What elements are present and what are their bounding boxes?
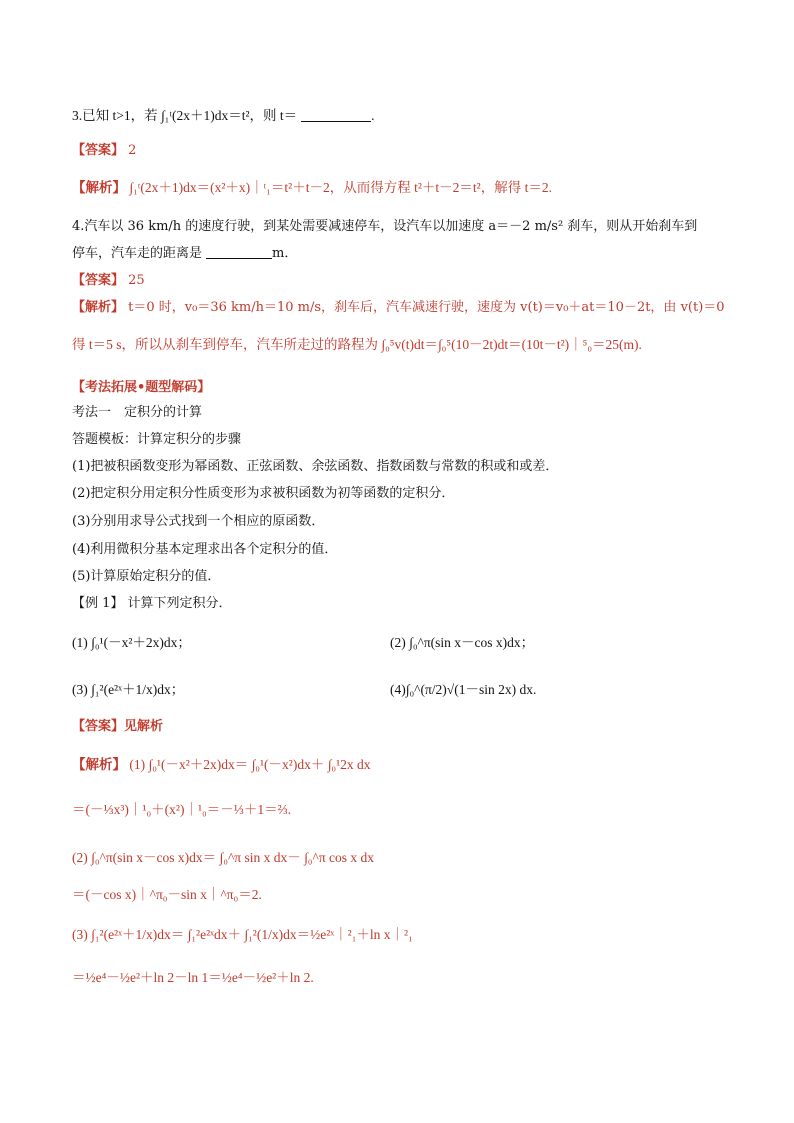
solution-3b: ＝½e⁴－½e²＋ln 2－ln 1＝½e⁴－½e²＋ln 2. bbox=[72, 970, 314, 985]
example-part-1: (1) ∫₀¹(－x²＋2x)dx； bbox=[72, 635, 191, 650]
q4-answer-blank[interactable] bbox=[206, 244, 272, 259]
q3-analysis: 【解析】 ∫₁ᵗ(2x＋1)dx＝(x²＋x)｜ᵗ₁＝t²＋t－2，从而得方程 t²＋t－2＝t²，解得 t＝2. bbox=[72, 180, 552, 195]
step-2: (2)把定积分用定积分性质变形为求被积函数为初等函数的定积分． bbox=[72, 486, 455, 501]
example-title: 【例 1】 计算下列定积分． bbox=[72, 596, 232, 611]
solution-1a: 【解析】 (1) ∫₀¹(－x²＋2x)dx＝ ∫₀¹(－x²)dx＋ ∫₀¹2x dx bbox=[72, 757, 371, 772]
q4-analysis-line1: 【解析】 t＝0 时，v₀＝36 km/h＝10 m/s，刹车后，汽车减速行驶，速度为 v(t)＝v₀＋at＝10－2t，由 v(t)＝0 bbox=[72, 300, 725, 315]
section-title: 【考法拓展•题型解码】 bbox=[72, 380, 211, 395]
example-part-2: (2) ∫₀^π(sin x－cos x)dx； bbox=[390, 635, 535, 650]
method-title: 考法一 定积分的计算 bbox=[72, 405, 203, 420]
q3-answer-blank[interactable] bbox=[301, 107, 371, 122]
step-5: (5)计算原始定积分的值． bbox=[72, 569, 221, 584]
q3-answer: 【答案】 2 bbox=[72, 143, 137, 158]
q4-answer: 【答案】 25 bbox=[72, 273, 145, 288]
example-part-3: (3) ∫₁²(e²ˣ＋1/x)dx； bbox=[72, 682, 185, 697]
step-3: (3)分别用求导公式找到一个相应的原函数． bbox=[72, 514, 325, 529]
q4-analysis-line2: 得 t＝5 s，所以从刹车到停车，汽车所走过的路程为 ∫₀⁵v(t)dt＝∫₀⁵(10－2t)dt＝(10t－t²)｜⁵₀＝25(m). bbox=[72, 337, 642, 352]
step-1: (1)把被积函数变形为幂函数、正弦函数、余弦函数、指数函数与常数的积或和或差． bbox=[72, 459, 559, 474]
solution-3a: (3) ∫₁²(e²ˣ＋1/x)dx＝ ∫₁²e²ˣdx＋ ∫₁²(1/x)dx＝½e²ˣ｜²₁＋ln x｜²₁ bbox=[72, 927, 413, 942]
q4-question-line2: 停车，汽车走的距离是 m． bbox=[72, 246, 298, 261]
solution-1b: ＝(－⅓x³)｜¹₀＋(x²)｜¹₀＝－⅓＋1＝⅔. bbox=[72, 802, 292, 817]
example-answer: 【答案】见解析 bbox=[72, 719, 164, 734]
template-title: 答题模板：计算定积分的步骤 bbox=[72, 432, 242, 447]
solution-2a: (2) ∫₀^π(sin x－cos x)dx＝ ∫₀^π sin x dx－ ∫₀^π cos x dx bbox=[72, 850, 375, 865]
q3-question: 3.已知 t>1，若 ∫₁ᵗ(2x＋1)dx＝t²，则 t＝ . bbox=[72, 108, 375, 123]
example-part-4: (4)∫₀^(π/2)√(1－sin 2x) dx. bbox=[390, 682, 537, 697]
q4-question-line1: 4.汽车以 36 km/h 的速度行驶，到某处需要减速停车，设汽车以加速度 a＝－2 m/s² 刹车，则从开始刹车到 bbox=[72, 219, 698, 234]
solution-2b: ＝(－cos x)｜^π₀－sin x｜^π₀＝2. bbox=[72, 887, 262, 902]
step-4: (4)利用微积分基本定理求出各个定积分的值． bbox=[72, 542, 338, 557]
